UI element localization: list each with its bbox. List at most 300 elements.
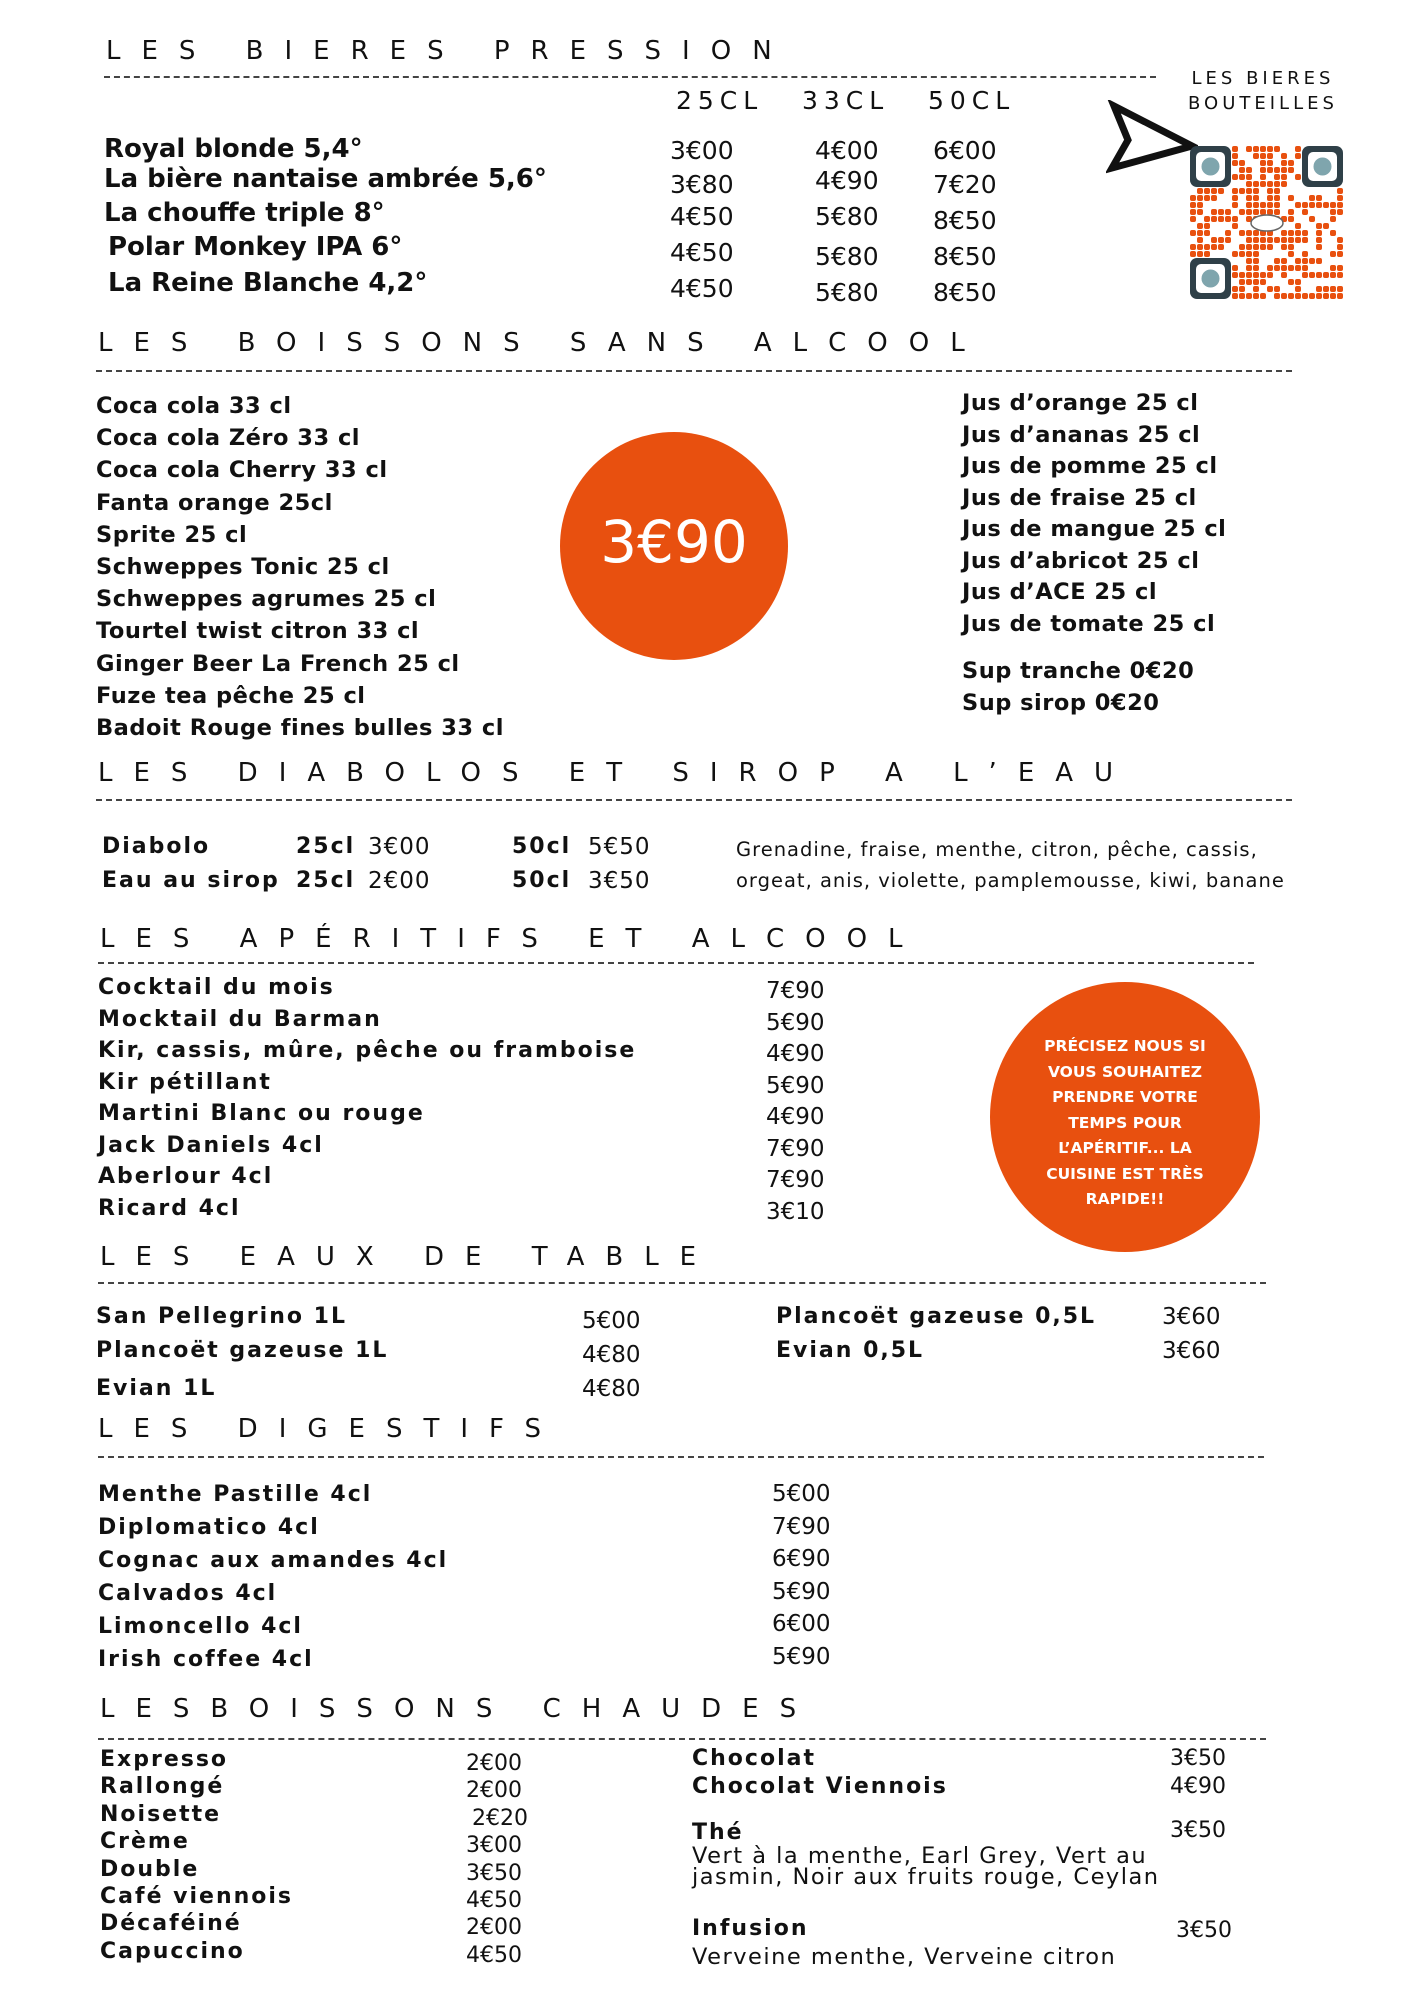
qr-module (1211, 188, 1217, 194)
qr-module (1232, 265, 1238, 271)
diabolo-size-2: 50cl (512, 834, 572, 859)
list-item: Décaféiné (100, 1911, 242, 1937)
qr-module (1225, 230, 1231, 236)
qr-module (1197, 195, 1203, 201)
list-item: Rallongé (100, 1774, 225, 1800)
qr-module (1267, 237, 1273, 243)
qr-module (1260, 237, 1266, 243)
qr-module (1197, 223, 1203, 229)
qr-module (1232, 216, 1238, 222)
qr-module (1197, 230, 1203, 236)
qr-module (1267, 272, 1273, 278)
list-item: Jus de pomme 25 cl (962, 453, 1218, 479)
qr-module (1253, 293, 1259, 299)
qr-module (1246, 146, 1252, 152)
qr-module (1316, 237, 1322, 243)
qr-module (1302, 258, 1308, 264)
qr-module (1197, 209, 1203, 215)
water-name: Evian 1L (96, 1376, 217, 1401)
qr-module (1316, 293, 1322, 299)
diabolo-name: Diabolo (102, 834, 211, 859)
list-item: 2€00 (466, 1915, 522, 1941)
qr-module (1239, 188, 1245, 194)
qr-module (1239, 230, 1245, 236)
qr-module (1330, 202, 1336, 208)
bouteilles-label-line2: BOUTEILLES (1188, 93, 1338, 114)
qr-module (1295, 223, 1301, 229)
note-line: VOUS SOUHAITEZ (1047, 1062, 1203, 1081)
chocolat-viennois-name: Chocolat Viennois (692, 1774, 948, 1799)
qr-module (1204, 223, 1210, 229)
qr-module (1253, 237, 1259, 243)
list-item: Coca cola Cherry 33 cl (96, 457, 388, 484)
qr-module (1260, 293, 1266, 299)
qr-module (1239, 167, 1245, 173)
qr-module (1246, 202, 1252, 208)
qr-module (1267, 167, 1273, 173)
qr-module (1239, 251, 1245, 257)
qr-module (1309, 293, 1315, 299)
qr-module (1190, 244, 1196, 250)
qr-module (1260, 167, 1266, 173)
qr-module (1316, 202, 1322, 208)
qr-module (1309, 216, 1315, 222)
qr-module (1309, 258, 1315, 264)
qr-module (1246, 251, 1252, 257)
list-item: Jus de mangue 25 cl (962, 516, 1227, 542)
divider (98, 1456, 1264, 1458)
section-title-eaux: LES EAUX DE TABLE (100, 1242, 718, 1272)
qr-module (1246, 279, 1252, 285)
qr-module (1330, 216, 1336, 222)
qr-module (1274, 209, 1280, 215)
list-item: Expresso (100, 1747, 229, 1772)
water-name: Plancoët gazeuse 1L (96, 1338, 389, 1363)
list-item: 6€00 (772, 1611, 831, 1638)
divider (96, 799, 1292, 801)
qr-module (1190, 202, 1196, 208)
qr-module (1253, 286, 1259, 292)
qr-module (1211, 209, 1217, 215)
qr-module (1288, 265, 1294, 271)
eau-sirop-price-2: 3€50 (588, 868, 651, 894)
qr-code-icon[interactable] (1190, 146, 1344, 300)
qr-module (1204, 244, 1210, 250)
qr-module (1302, 237, 1308, 243)
juice-list (962, 388, 1226, 640)
qr-module (1302, 202, 1308, 208)
list-item: Sup tranche 0€20 (962, 658, 1195, 684)
qr-module (1267, 202, 1273, 208)
list-item: Cocktail du mois (98, 975, 335, 1000)
qr-module (1330, 209, 1336, 215)
qr-module (1218, 188, 1224, 194)
qr-module (1295, 237, 1301, 243)
the-desc-line: Vert à la menthe, Earl Grey, Vert au (692, 1843, 1148, 1869)
qr-module (1218, 209, 1224, 215)
list-item: 2€00 (466, 1778, 522, 1804)
list-item: 7€90 (766, 978, 825, 1004)
qr-module (1330, 251, 1336, 257)
qr-module (1190, 251, 1196, 257)
qr-module (1239, 160, 1245, 166)
qr-module (1295, 258, 1301, 264)
beer-name: La bière nantaise ambrée 5,6° (104, 164, 547, 194)
qr-module (1337, 265, 1343, 271)
qr-module (1267, 160, 1273, 166)
qr-module (1190, 230, 1196, 236)
list-item: Cognac aux amandes 4cl (98, 1548, 449, 1573)
hot-drinks-list (100, 1746, 293, 1965)
qr-module (1260, 244, 1266, 250)
qr-module (1190, 216, 1196, 222)
the-description (692, 1843, 1160, 1890)
beer-price-50: 6€00 (933, 136, 997, 165)
qr-module (1288, 209, 1294, 215)
qr-module (1232, 272, 1238, 278)
qr-module (1295, 265, 1301, 271)
qr-module (1274, 293, 1280, 299)
list-item: 5€90 (772, 1578, 831, 1605)
qr-module (1225, 216, 1231, 222)
qr-module (1190, 209, 1196, 215)
qr-module (1281, 160, 1287, 166)
water-name: San Pellegrino 1L (96, 1304, 347, 1329)
qr-module (1197, 237, 1203, 243)
qr-finder (1190, 146, 1231, 187)
list-item: Fanta orange 25cl (96, 489, 333, 516)
qr-module (1267, 265, 1273, 271)
qr-module (1281, 272, 1287, 278)
qr-module (1232, 188, 1238, 194)
arrow-icon (1106, 100, 1198, 174)
list-item: Schweppes agrumes 25 cl (96, 586, 437, 613)
qr-module (1260, 202, 1266, 208)
divider (98, 1282, 1266, 1284)
qr-module (1246, 188, 1252, 194)
qr-module (1295, 174, 1301, 180)
beer-name: Polar Monkey IPA 6° (108, 232, 403, 262)
qr-module (1232, 146, 1238, 152)
list-item: 4€90 (766, 1104, 825, 1130)
list-item: 6€90 (772, 1546, 831, 1573)
list-item: Jus d’ananas 25 cl (962, 421, 1201, 448)
beer-name: La Reine Blanche 4,2° (108, 268, 428, 298)
beer-price-50: 8€50 (933, 242, 997, 271)
beer-price-50: 7€20 (933, 170, 997, 199)
list-item: 2€00 (466, 1751, 522, 1776)
qr-module (1197, 202, 1203, 208)
qr-module (1302, 272, 1308, 278)
qr-module (1302, 230, 1308, 236)
qr-module (1288, 251, 1294, 257)
qr-module (1267, 195, 1273, 201)
qr-module (1211, 237, 1217, 243)
list-item: Calvados 4cl (98, 1581, 278, 1606)
qr-module (1218, 216, 1224, 222)
qr-module (1239, 279, 1245, 285)
qr-module (1274, 286, 1280, 292)
section-title-digestifs: LES DIGESTIFS (98, 1414, 563, 1444)
divider (98, 962, 1254, 964)
diabolo-price-1: 3€00 (368, 834, 431, 860)
qr-module (1309, 202, 1315, 208)
infusion-price: 3€50 (1176, 1918, 1232, 1943)
list-item: 3€50 (466, 1860, 522, 1886)
qr-module (1232, 293, 1238, 299)
qr-module (1225, 237, 1231, 243)
beer-price-33: 5€80 (815, 278, 879, 307)
qr-module (1316, 230, 1322, 236)
qr-module (1337, 209, 1343, 215)
flavors-line: Grenadine, fraise, menthe, citron, pêche, cassis, (736, 838, 1258, 861)
qr-module (1316, 223, 1322, 229)
qr-module (1295, 279, 1301, 285)
divider (104, 76, 1156, 78)
section-title-aperitifs: LES APÉRITIFS ET ALCOOL (100, 924, 924, 954)
list-item: 4€50 (466, 1888, 522, 1914)
qr-module (1246, 230, 1252, 236)
list-item: Badoit Rouge fines bulles 33 cl (96, 715, 504, 742)
list-item: Kir pétillant (98, 1069, 272, 1095)
note-line: CUISINE EST TRÈS (1046, 1164, 1204, 1183)
list-item: Kir, cassis, mûre, pêche ou framboise (98, 1038, 637, 1063)
qr-module (1260, 272, 1266, 278)
qr-module (1281, 181, 1287, 187)
flavors-text (736, 834, 1285, 896)
list-item: Mocktail du Barman (98, 1006, 382, 1032)
qr-module (1246, 265, 1252, 271)
qr-module (1288, 216, 1294, 222)
qr-module (1288, 195, 1294, 201)
section-title-bieres-pression: LES BIERES PRESSION (106, 36, 793, 66)
qr-module (1253, 244, 1259, 250)
qr-module (1337, 202, 1343, 208)
divider (96, 370, 1292, 372)
list-item: Jus de tomate 25 cl (962, 610, 1216, 637)
qr-module (1295, 146, 1301, 152)
beer-price-33: 4€00 (815, 136, 879, 165)
beer-price-25: 3€80 (670, 170, 734, 199)
qr-module (1337, 237, 1343, 243)
list-item: 4€50 (466, 1942, 522, 1968)
chocolat-viennois-price: 4€90 (1170, 1774, 1226, 1799)
bouteilles-label (1188, 66, 1338, 116)
eau-sirop-size-1: 25cl (296, 868, 356, 893)
qr-module (1260, 209, 1266, 215)
qr-module (1260, 146, 1266, 152)
water-price: 4€80 (582, 1342, 641, 1368)
qr-module (1274, 167, 1280, 173)
qr-module (1288, 160, 1294, 166)
size-header-50cl: 50CL (928, 86, 1016, 115)
list-item: Jus de fraise 25 cl (962, 484, 1197, 511)
size-header-25cl: 25CL (676, 86, 764, 115)
list-item: Café viennois (100, 1884, 294, 1910)
water-price: 4€80 (582, 1376, 641, 1402)
note-line: L’APÉRITIF... LA (1058, 1139, 1192, 1157)
qr-module (1288, 167, 1294, 173)
qr-module (1316, 195, 1322, 201)
section-title-diabolos: LES DIABOLOS ET SIROP A L’EAU (98, 758, 1135, 788)
qr-module (1253, 195, 1259, 201)
qr-module (1197, 188, 1203, 194)
beer-price-50: 8€50 (933, 278, 997, 307)
qr-module (1281, 174, 1287, 180)
qr-module (1253, 230, 1259, 236)
qr-module (1246, 167, 1252, 173)
qr-module (1211, 216, 1217, 222)
qr-module (1204, 216, 1210, 222)
qr-module (1211, 195, 1217, 201)
list-item: Limoncello 4cl (98, 1614, 303, 1639)
qr-module (1253, 146, 1259, 152)
qr-module (1204, 195, 1210, 201)
qr-module (1288, 237, 1294, 243)
qr-module (1337, 272, 1343, 278)
list-item: 2€20 (472, 1805, 528, 1831)
qr-module (1253, 279, 1259, 285)
qr-module (1253, 181, 1259, 187)
qr-module (1267, 181, 1273, 187)
qr-module (1281, 265, 1287, 271)
qr-module (1239, 244, 1245, 250)
qr-module (1281, 153, 1287, 159)
the-price: 3€50 (1170, 1818, 1226, 1843)
qr-module (1281, 237, 1287, 243)
qr-module (1281, 167, 1287, 173)
qr-module (1295, 293, 1301, 299)
qr-module (1246, 181, 1252, 187)
qr-module (1204, 251, 1210, 257)
aperitifs-list (98, 972, 636, 1224)
qr-module (1330, 272, 1336, 278)
qr-module (1246, 293, 1252, 299)
qr-module (1323, 223, 1329, 229)
list-item: Fuze tea pêche 25 cl (96, 682, 366, 709)
qr-module (1330, 286, 1336, 292)
bouteilles-label-line1: LES BIERES (1191, 68, 1335, 89)
qr-module (1274, 146, 1280, 152)
size-header-33cl: 33CL (802, 86, 890, 115)
qr-module (1323, 272, 1329, 278)
list-item: 7€90 (766, 1167, 825, 1193)
qr-module (1274, 265, 1280, 271)
list-item: 5€00 (772, 1481, 831, 1507)
qr-module (1253, 272, 1259, 278)
water-name: Plancoët gazeuse 0,5L (776, 1304, 1097, 1329)
qr-module (1274, 174, 1280, 180)
qr-module (1281, 258, 1287, 264)
list-item: 3€10 (766, 1198, 825, 1225)
list-item: Diplomatico 4cl (98, 1515, 320, 1540)
qr-module (1337, 244, 1343, 250)
qr-module (1274, 258, 1280, 264)
qr-module (1267, 244, 1273, 250)
list-item: Ginger Beer La French 25 cl (96, 650, 460, 677)
qr-module (1232, 202, 1238, 208)
diabolo-price-2: 5€50 (588, 834, 651, 860)
qr-module (1260, 153, 1266, 159)
eau-sirop-name: Eau au sirop (102, 868, 280, 893)
list-item: 7€90 (772, 1513, 831, 1540)
eau-sirop-price-1: 2€00 (368, 868, 431, 894)
qr-module (1253, 251, 1259, 257)
qr-module (1218, 237, 1224, 243)
qr-module (1267, 153, 1273, 159)
note-text (990, 1034, 1260, 1213)
qr-module (1197, 244, 1203, 250)
qr-module (1246, 258, 1252, 264)
qr-module (1218, 244, 1224, 250)
qr-module (1267, 146, 1273, 152)
list-item: Sup sirop 0€20 (962, 689, 1160, 716)
water-name: Evian 0,5L (776, 1338, 925, 1363)
list-item: Coca cola Zéro 33 cl (96, 425, 361, 452)
list-item: Ricard 4cl (98, 1195, 241, 1221)
the-name: Thé (692, 1820, 744, 1845)
water-price: 5€00 (582, 1308, 641, 1334)
list-item: Jus d’ACE 25 cl (962, 579, 1158, 605)
qr-module (1267, 286, 1273, 292)
qr-module (1253, 188, 1259, 194)
qr-module (1323, 202, 1329, 208)
digestifs-prices (772, 1478, 831, 1674)
qr-module (1274, 188, 1280, 194)
qr-module (1190, 195, 1196, 201)
qr-module (1197, 251, 1203, 257)
qr-module (1232, 153, 1238, 159)
qr-module (1246, 209, 1252, 215)
qr-module (1239, 272, 1245, 278)
qr-finder (1302, 146, 1343, 187)
qr-module (1246, 195, 1252, 201)
qr-module (1316, 286, 1322, 292)
list-item: Irish coffee 4cl (98, 1647, 314, 1672)
list-item: Crème (100, 1829, 190, 1855)
diabolo-size-1: 25cl (296, 834, 356, 859)
qr-module (1260, 279, 1266, 285)
qr-module (1204, 188, 1210, 194)
list-item: Double (100, 1856, 200, 1882)
qr-module (1330, 293, 1336, 299)
list-item: Jus d’orange 25 cl (962, 390, 1199, 416)
flavors-line: orgeat, anis, violette, pamplemousse, kiwi, banane (736, 869, 1285, 892)
qr-module (1281, 293, 1287, 299)
beer-price-25: 4€50 (670, 202, 734, 231)
list-item: Noisette (100, 1801, 222, 1827)
qr-module (1295, 230, 1301, 236)
qr-module (1316, 244, 1322, 250)
digestifs-list (98, 1478, 448, 1676)
qr-module (1204, 230, 1210, 236)
qr-module (1295, 286, 1301, 292)
qr-module (1288, 230, 1294, 236)
list-item: 3€00 (466, 1833, 522, 1859)
beer-price-25: 3€00 (670, 136, 734, 165)
qr-module (1274, 237, 1280, 243)
qr-module (1302, 265, 1308, 271)
qr-module (1330, 230, 1336, 236)
list-item: Martini Blanc ou rouge (98, 1101, 425, 1126)
qr-module (1232, 160, 1238, 166)
list-item: Aberlour 4cl (98, 1164, 274, 1189)
beer-name: Royal blonde 5,4° (104, 134, 363, 164)
qr-module (1260, 160, 1266, 166)
qr-module (1323, 286, 1329, 292)
hot-drinks-prices (466, 1750, 528, 1969)
qr-module (1316, 258, 1322, 264)
